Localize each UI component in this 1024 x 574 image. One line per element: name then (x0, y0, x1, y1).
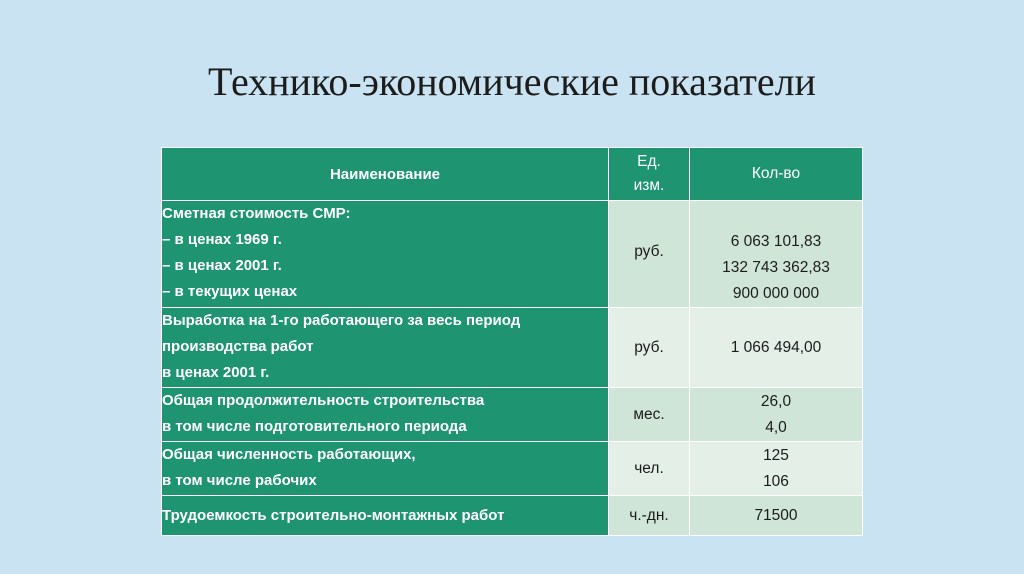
header-unit-line1: Ед. (637, 153, 661, 170)
row-qty-line: 132 743 362,83 (722, 259, 830, 276)
row-name-line: Общая продолжительность строительства (162, 392, 485, 409)
row-qty-line: 6 063 101,83 (730, 233, 822, 250)
indicators-table (161, 147, 863, 536)
row-unit: ч.-дн. (609, 496, 690, 536)
row-qty (690, 388, 863, 442)
table-row-output-per-worker (162, 308, 863, 388)
row-name-line: в том числе рабочих (162, 472, 317, 489)
slide-title: Технико-экономические показатели (208, 59, 816, 104)
row-name-line: – в ценах 2001 г. (162, 257, 282, 274)
table-header-row (162, 148, 863, 201)
row-name (162, 442, 609, 496)
table-row-labor-intensity (162, 496, 863, 536)
row-name-line: Сметная стоимость СМР: (162, 205, 351, 222)
row-name (162, 388, 609, 442)
row-name-line: Общая численность работающих, (162, 446, 416, 463)
row-name (162, 201, 609, 308)
row-name (162, 308, 609, 388)
row-qty (690, 201, 863, 308)
row-qty (690, 442, 863, 496)
header-name: Наименование (162, 148, 609, 201)
row-name-line: производства работ (162, 338, 314, 355)
row-name-line: в ценах 2001 г. (162, 364, 270, 381)
table-row-headcount (162, 442, 863, 496)
row-unit: мес. (609, 388, 690, 442)
header-unit-line2: изм. (633, 177, 665, 194)
row-qty-line: 106 (763, 472, 789, 490)
row-name-line: – в ценах 1969 г. (162, 231, 282, 248)
row-unit: чел. (609, 442, 690, 496)
row-name-line: – в текущих ценах (162, 283, 298, 300)
header-unit (609, 148, 690, 201)
header-qty: Кол-во (690, 148, 863, 201)
row-unit: руб. (609, 201, 690, 308)
row-name-line: Выработка на 1-го работающего за весь период (162, 312, 521, 329)
row-qty-line: 26,0 (760, 392, 792, 410)
row-unit: руб. (609, 308, 690, 388)
row-name-line: Трудоемкость строительно-монтажных работ (162, 506, 505, 524)
row-qty-line: 71500 (754, 506, 798, 524)
table-row-duration (162, 388, 863, 442)
row-qty-line: 4,0 (765, 418, 787, 436)
row-qty-line: 1 066 494,00 (730, 338, 822, 356)
row-qty-line: 900 000 000 (732, 285, 820, 302)
row-qty (690, 496, 863, 536)
row-qty-line: 125 (763, 446, 789, 464)
row-name-line: в том числе подготовительного периода (162, 418, 467, 435)
row-qty (690, 308, 863, 388)
row-name (162, 496, 609, 536)
table-row-estimated-cost (162, 201, 863, 308)
